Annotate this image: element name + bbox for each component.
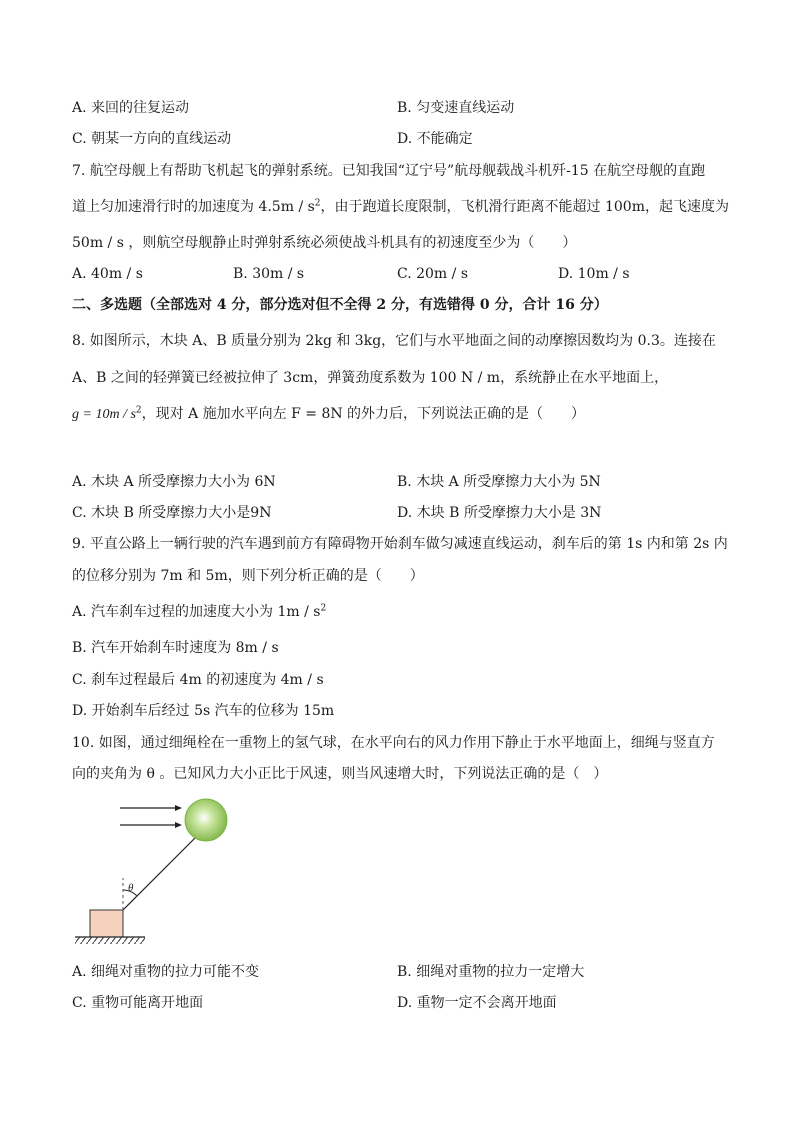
q9-option-c: C. 刹车过程最后 4m 的初速度为 4m / s <box>72 672 324 688</box>
q10-balloon-figure <box>70 790 250 950</box>
q9-option-a-exponent: 2 <box>320 603 327 614</box>
wind-arrow-bottom <box>120 822 182 828</box>
q7-stem-line-2 <box>72 197 729 217</box>
q7-option-c: C. 20m / s <box>397 266 469 282</box>
section-2-heading: 二、多选题（全部选对 4 分，部分选对但不全得 2 分，有选错得 0 分，合计 16 分） <box>72 297 608 313</box>
q9-option-a-text: A. 汽车刹车过程的加速度大小为 1m / s <box>72 604 321 620</box>
q7-stem-line-1: 7. 航空母舰上有帮助飞机起飞的弹射系统。已知我国“辽宁号”航母舰载战斗机歼-15 在航空母舰的直跑 <box>72 163 706 179</box>
q6-option-d: D. 不能确定 <box>397 131 473 147</box>
q10-option-a: A. 细绳对重物的拉力可能不变 <box>72 964 260 980</box>
q9-stem-line-2: 的位移分别为 7m 和 5m，则下列分析正确的是（ ） <box>72 568 424 584</box>
angle-theta-label: θ <box>128 882 134 894</box>
q8-option-b: B. 木块 A 所受摩擦力大小为 5N <box>397 474 601 490</box>
q8-line3-a: g = 10m / s <box>72 407 136 422</box>
q8-option-a: A. 木块 A 所受摩擦力大小为 6N <box>72 474 276 490</box>
q9-option-b: B. 汽车开始刹车时速度为 8m / s <box>72 640 279 656</box>
q7-option-b: B. 30m / s <box>233 266 305 282</box>
q6-option-a: A. 来回的往复运动 <box>72 100 190 116</box>
q7-stem-line-3: 50m / s ，则航空母舰静止时弹射系统必须使战斗机具有的初速度至少为（ ） <box>72 235 577 251</box>
ground-hatch <box>75 937 145 944</box>
q10-stem-line-2: 向的夹角为 θ 。已知风力大小正比于风速，则当风速增大时，下列说法正确的是（ ） <box>72 766 608 782</box>
rope-line <box>123 835 198 910</box>
q7-line2-exponent: 2 <box>314 198 321 209</box>
q8-stem-line-2: A、B 之间的轻弹簧已经被拉伸了 3cm，弹簧劲度系数为 100 N / m，系统静止在水平地面上， <box>72 370 669 386</box>
q6-option-c: C. 朝某一方向的直线运动 <box>72 131 232 147</box>
q7-line2-a: 道上匀加速滑行时的加速度为 4.5m / s <box>72 199 315 215</box>
q7-option-d: D. 10m / s <box>558 266 630 282</box>
q8-stem-line-1: 8. 如图所示，木块 A、B 质量分别为 2kg 和 3kg，它们与水平地面之间的动摩擦因数均为 0.3。连接在 <box>72 333 716 349</box>
balloon <box>185 799 227 841</box>
weight-block <box>90 910 123 937</box>
q9-stem-line-1: 9. 平直公路上一辆行驶的汽车遇到前方有障碍物开始刹车做匀减速直线运动，刹车后的第 1s 内和第 2s 内 <box>72 536 728 552</box>
q7-line2-b: ，由于跑道长度限制，飞机滑行距离不能超过 100m，起飞速度为 <box>320 199 729 215</box>
q9-option-d: D. 开始刹车后经过 5s 汽车的位移为 15m <box>72 703 335 719</box>
q6-option-b: B. 匀变速直线运动 <box>397 100 515 116</box>
wind-arrow-top <box>120 805 182 811</box>
q8-line3-exponent: 2 <box>135 405 142 416</box>
q8-stem-line-3 <box>72 404 585 425</box>
q10-option-b: B. 细绳对重物的拉力一定增大 <box>397 964 585 980</box>
q8-option-c: C. 木块 B 所受摩擦力大小是9N <box>72 505 272 521</box>
q10-stem-line-1: 10. 如图，通过细绳栓在一重物上的氢气球，在水平向右的风力作用下静止于水平地面上，细绳与竖直方 <box>72 735 715 751</box>
q7-option-a: A. 40m / s <box>72 266 143 282</box>
q8-line3-b: ，现对 A 施加水平向左 F = 8N 的外力后，下列说法正确的是（ ） <box>141 406 586 422</box>
q10-option-c: C. 重物可能离开地面 <box>72 995 204 1011</box>
q8-option-d: D. 木块 B 所受摩擦力大小是 3N <box>397 505 602 521</box>
q9-option-a <box>72 602 326 622</box>
q10-option-d: D. 重物一定不会离开地面 <box>397 995 557 1011</box>
